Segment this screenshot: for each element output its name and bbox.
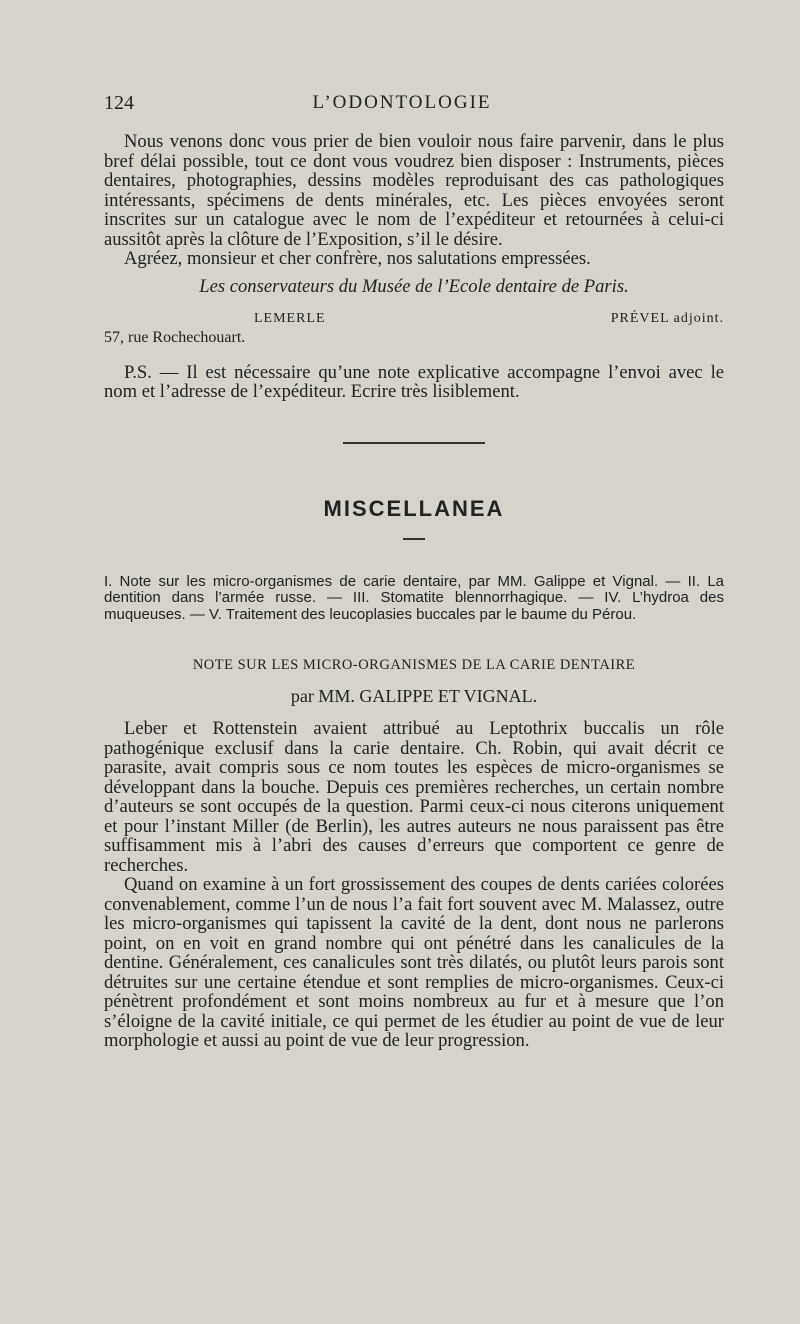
page-number: 124	[104, 92, 134, 114]
signer-right: PRÉVEL adjoint.	[610, 310, 724, 326]
article-paragraph: Leber et Rottenstein avaient attribué au Leptothrix buccalis un rôle pathogénique exclusif dans la carie dentaire. Ch. Robin, qui avait décrit ce parasite, avait compris sous ce nom toutes les espèces de micro-organismes se développant dans la bouche. Depuis ces premières recherches, un certain nombre d’auteurs se sont occupés de la question. Parmi ceux-ci nous citerons uniquement et pour l’instant Miller (de Berlin), les autres auteurs ne nous paraissent pas être suffisamment mis à l’abri des causes d’erreurs que comportent ce genre de recherches.	[104, 718, 724, 876]
signer-address: 57, rue Rochechouart.	[104, 328, 246, 346]
signature-line: Les conservateurs du Musée de l’Ecole dentaire de Paris.	[199, 275, 629, 297]
article-authors: par MM. GALIPPE ET VIGNAL.	[290, 686, 538, 706]
section-divider	[343, 442, 485, 444]
article-paragraph: Quand on examine à un fort grossissement des coupes de dents cariées colorées convenablement, comme l’un de nous l’a fait fort souvent avec M. Malassez, outre les micro-organismes qui tapissent la cavité de la dent, dont nous ne parlerons point, on en voit en grand nombre qui ont pénétré dans les canalicules de la dentine. Généralement, ces canalicules sont très dilatés, ou plutôt leurs parois sont détruites sur une certaine étendue et sont remplies de micro-organismes. Ceux-ci pénètrent profondément et sont moins nombreux au fur et à mesure que l’on s’éloigne de la cavité initiale, ce qui permet de les étudier au point de vue de leur morphologie et aussi au point de vue de leur progression.	[104, 874, 724, 1051]
letter-paragraph: Nous venons donc vous prier de bien vouloir nous faire parvenir, dans le plus bref délai possible, tout ce dont vous voudrez bien disposer : Instruments, pièces dentaires, photographies, dessins modèles reproduisant des cas pathologiques intéressants, spécimens de dents minérales, etc. Les pièces envoyées seront inscrites sur un catalogue avec le nom de l’expéditeur et retournées à celui-ci aussitôt après la clôture de l’Exposition, s’il le désire.	[104, 131, 724, 250]
postscript: P.S. — Il est nécessaire qu’une note explicative accompagne l’envoi avec le nom et l’adresse de l’expéditeur. Ecrire très lisiblement.	[104, 361, 724, 402]
signers	[104, 311, 724, 327]
page-header	[104, 92, 700, 118]
running-title: L’ODONTOLOGIE	[312, 92, 492, 113]
page-body	[104, 132, 724, 1051]
article-title: NOTE SUR LES MICRO-ORGANISMES DE LA CARIE DENTAIRE	[192, 657, 636, 673]
signer-left: LEMERLE	[254, 310, 326, 326]
section-title: MISCELLANEA	[323, 495, 505, 521]
letter-closing: Agréez, monsieur et cher confrère, nos salutations empressées.	[124, 248, 591, 269]
section-dash	[403, 538, 425, 540]
section-summary: I. Note sur les micro-organismes de carie dentaire, par MM. Galippe et Vignal. — II. La dentition dans l’armée russe. — III. Stomatite blennorrhagique. — IV. L’hydroa des muqueuses. — V. Traitement des leucoplasies buccales par le baume du Pérou.	[104, 572, 724, 623]
